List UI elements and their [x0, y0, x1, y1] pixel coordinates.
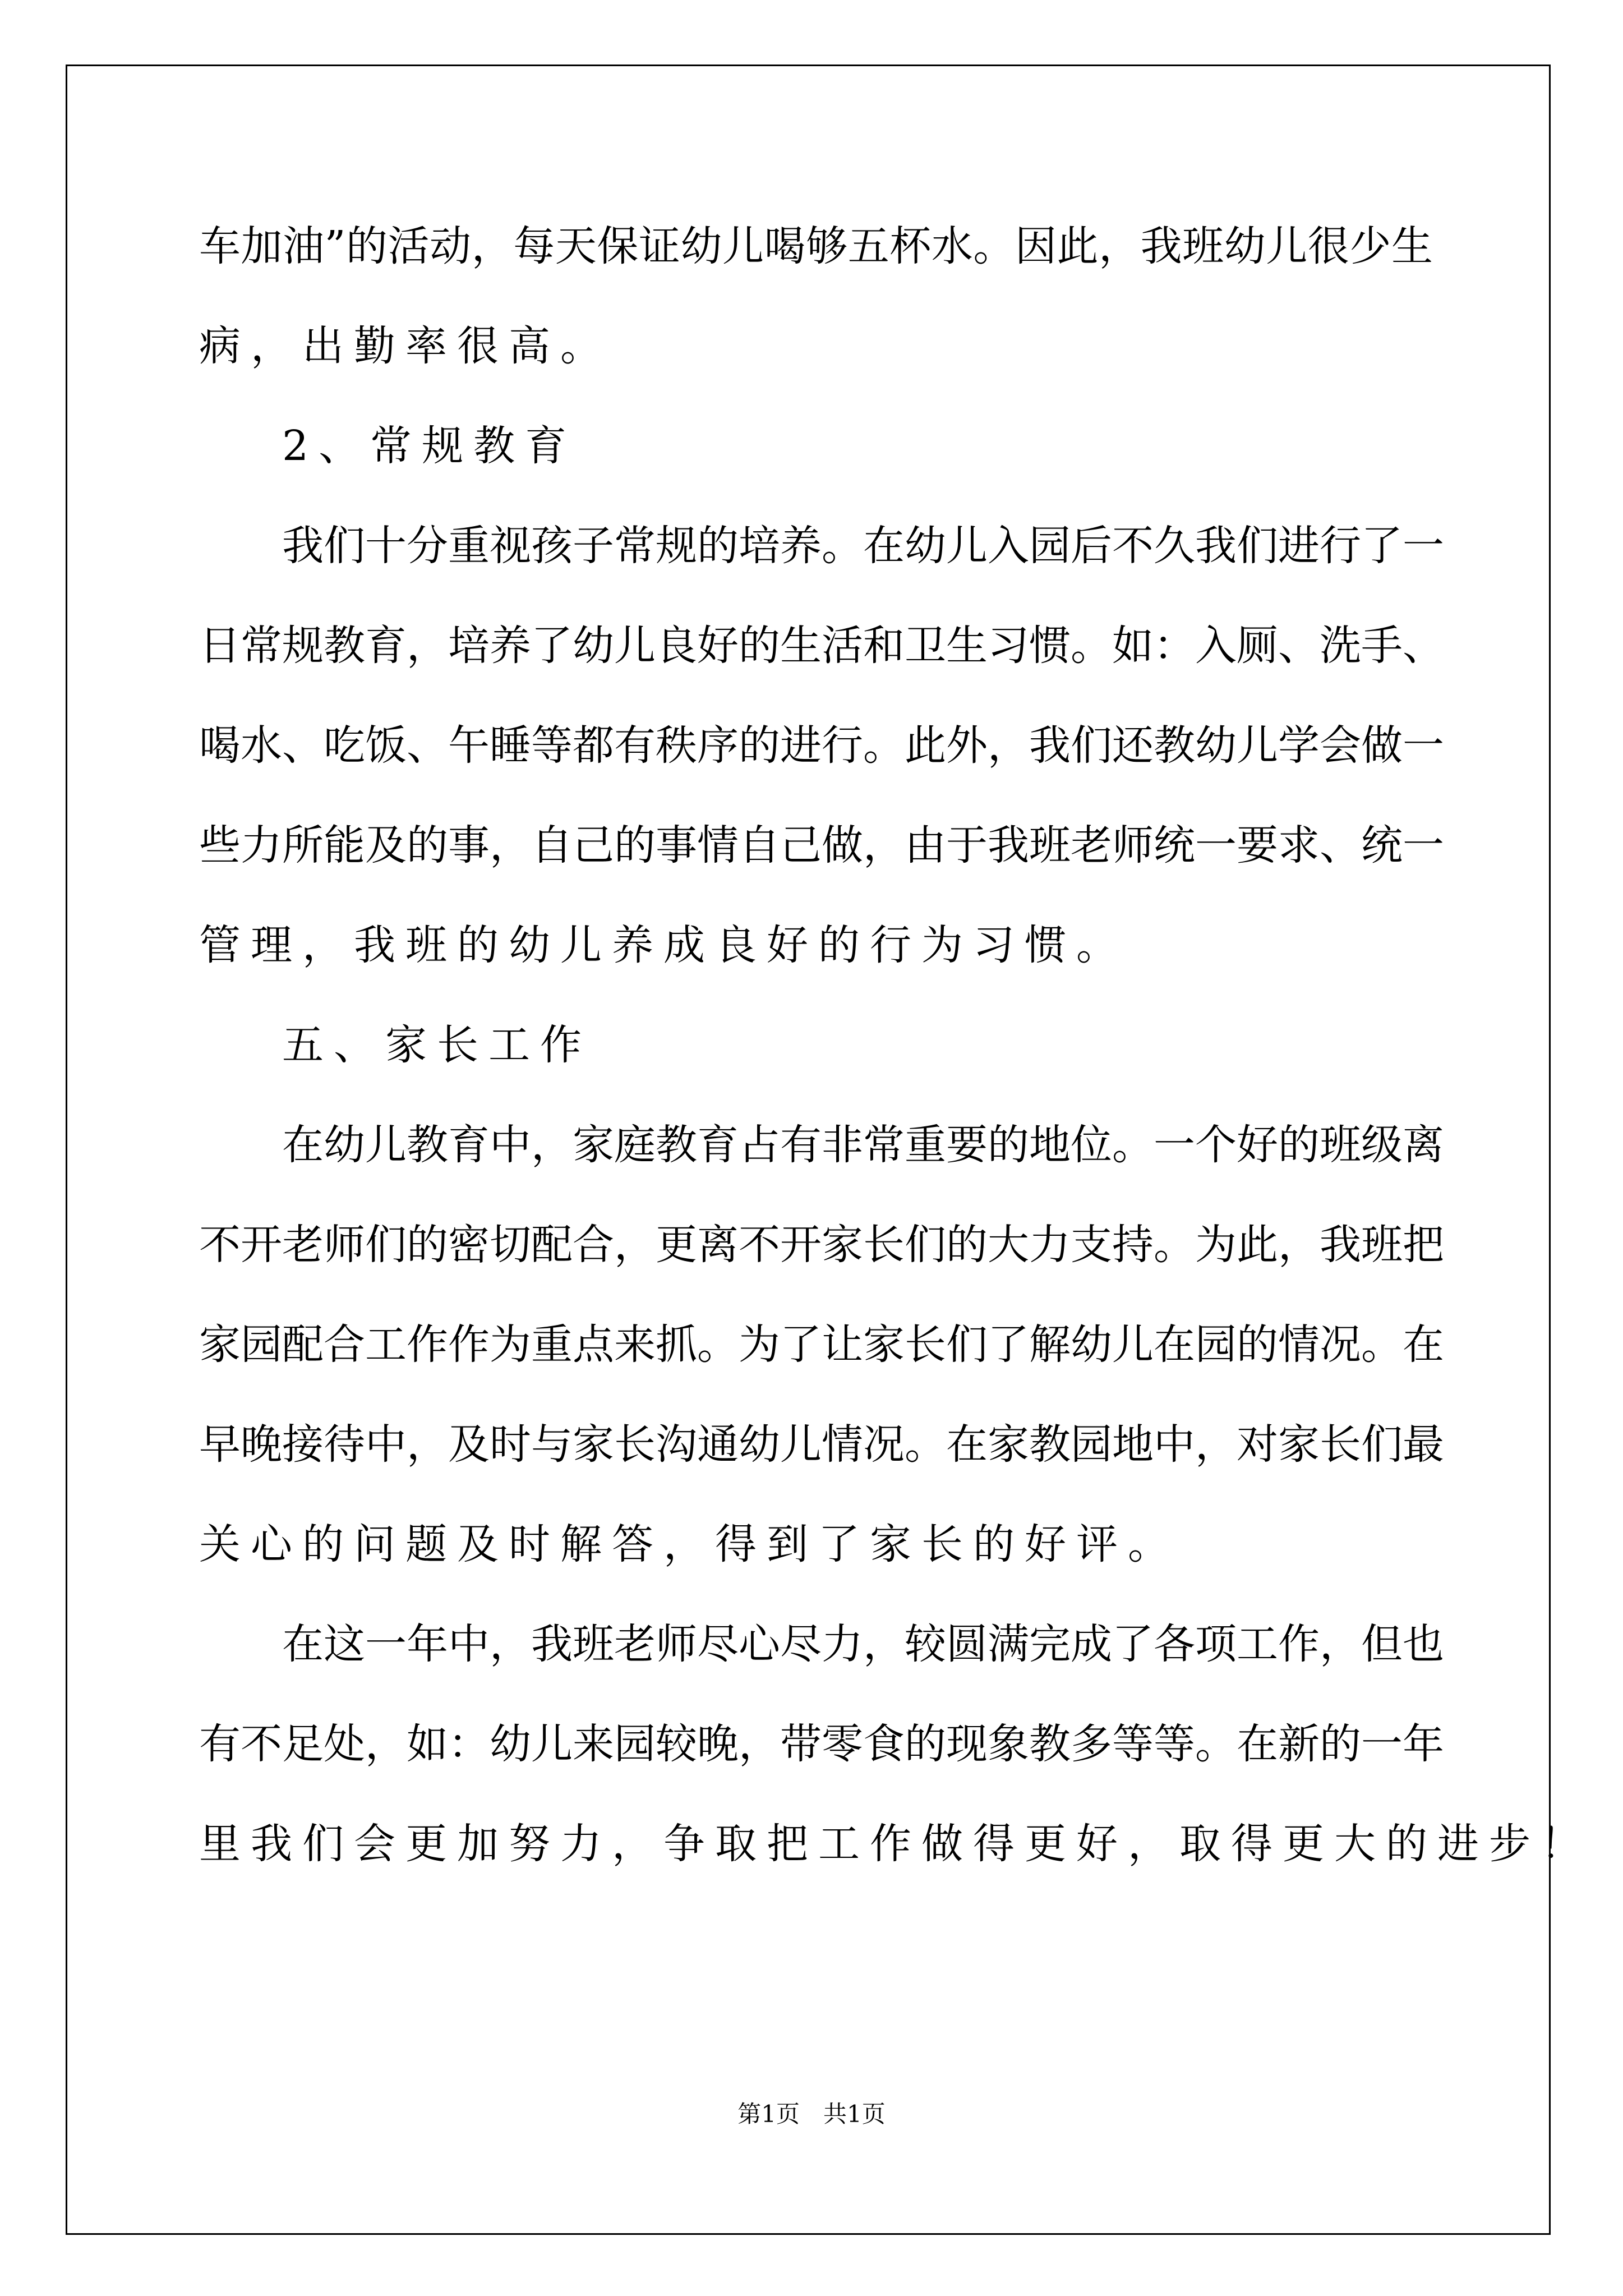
text-line: 病，出勤率很高。 [199, 322, 612, 370]
text-line: 早晚接待中，及时与家长沟通幼儿情况。在家教园地中，对家长们最 [199, 1420, 1444, 1469]
paragraph-first-line: 在幼儿教育中，家庭教育占有非常重要的地位。一个好的班级离 [282, 1121, 1444, 1169]
paragraph-first-line: 我们十分重视孩子常规的培养。在幼儿入园后不久我们进行了一 [282, 522, 1444, 570]
paragraph-first-line: 在这一年中，我班老师尽心尽力，较圆满完成了各项工作，但也 [282, 1620, 1444, 1668]
text-line: 喝水、吃饭、午睡等都有秩序的进行。此外，我们还教幼儿学会做一 [199, 721, 1444, 770]
text-line: 里我们会更加努力，争取把工作做得更好，取得更大的进步！ [199, 1820, 1592, 1868]
section-heading: 五、家长工作 [282, 1021, 592, 1069]
text-line: 车加油”的活动，每天保证幼儿喝够五杯水。因此，我班幼儿很少生 [199, 222, 1433, 270]
text-line: 日常规教育，培养了幼儿良好的生活和卫生习惯。如：入厕、洗手、 [199, 622, 1444, 670]
text-line: 些力所能及的事，自己的事情自己做，由于我班老师统一要求、统一 [199, 821, 1444, 869]
document-body [199, 222, 1592, 1923]
text-line: 有不足处，如：幼儿来园较晚，带零食的现象教多等等。在新的一年 [199, 1720, 1444, 1768]
text-line: 关心的问题及时解答，得到了家长的好评。 [199, 1520, 1179, 1568]
text-line: 管理，我班的幼儿养成良好的行为习惯。 [199, 921, 1128, 969]
page-footer: 第1页 共1页 [737, 2100, 886, 2128]
text-line: 不开老师们的密切配合，更离不开家长们的大力支持。为此，我班把 [199, 1221, 1444, 1269]
text-line: 家园配合工作作为重点来抓。为了让家长们了解幼儿在园的情况。在 [199, 1320, 1444, 1369]
section-heading: 2、常规教育 [282, 422, 577, 470]
